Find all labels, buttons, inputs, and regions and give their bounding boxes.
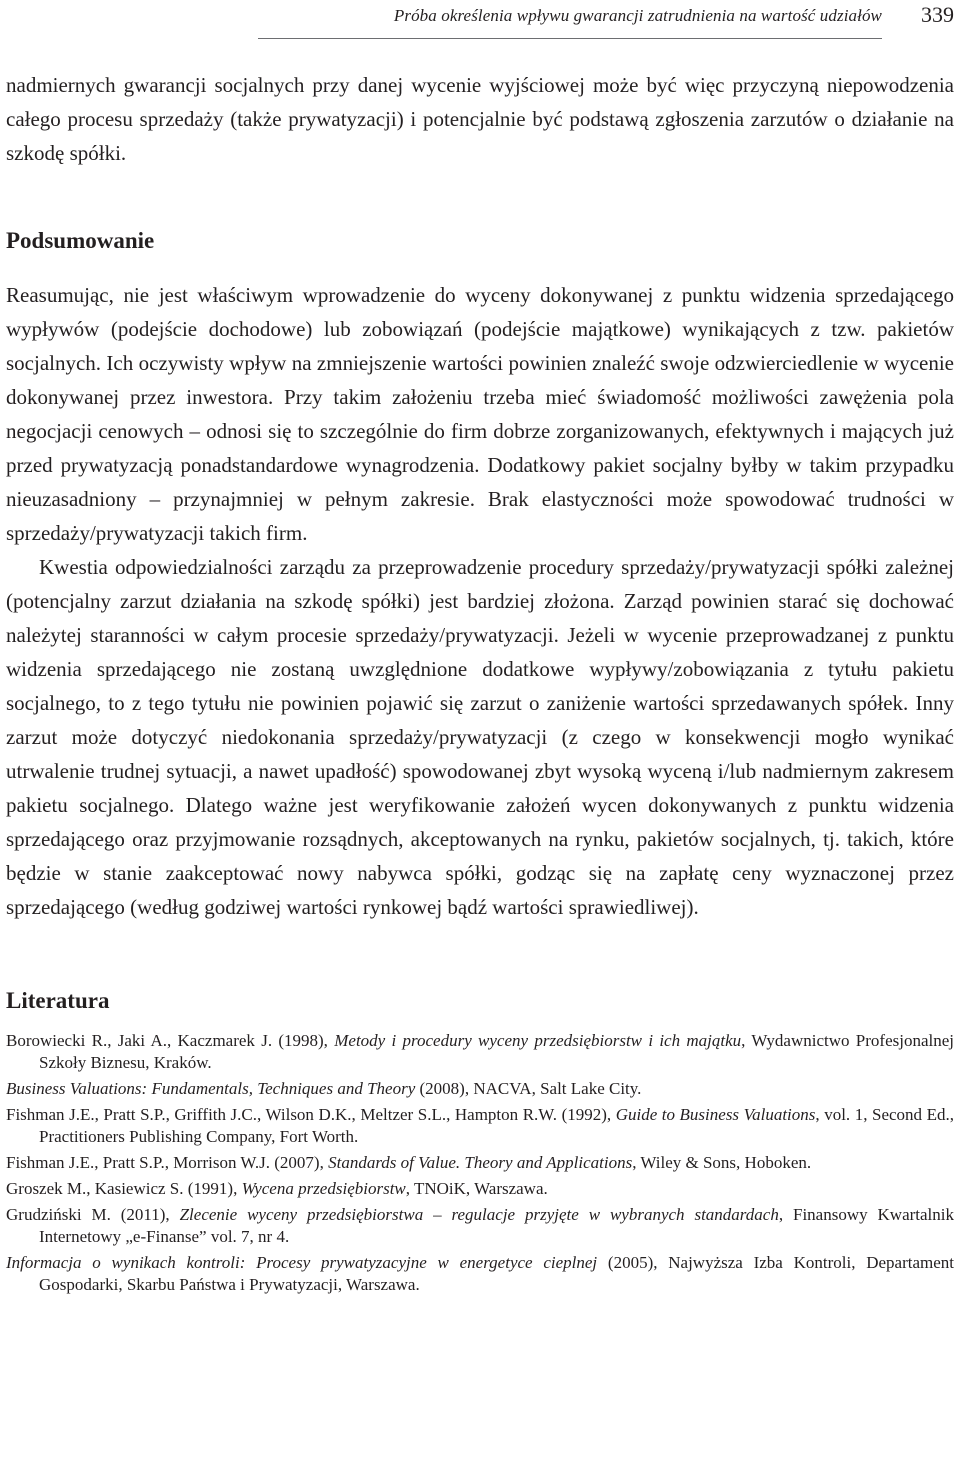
reference-title: Standards of Value. Theory and Applications [328, 1153, 633, 1172]
reference-authors: Fishman J.E., Pratt S.P., Griffith J.C., Wilson D.K., Meltzer S.L., Hampton R.W. (1992), [6, 1105, 616, 1124]
reference-publisher: , Finansowy Kwartalnik Internetowy „e-Finanse” vol. 7, nr 4. [39, 1205, 955, 1246]
reference-list [6, 1030, 954, 1296]
section-heading-summary: Podsumowanie [6, 228, 155, 253]
reference-publisher: (2008), NACVA, Salt Lake City. [415, 1079, 642, 1098]
summary-paragraph-2: Kwestia odpowiedzialności zarządu za przeprowadzenie procedury sprzedaży/prywatyzacji spółki zależnej (potencjalny zarzut działania na szkodę spółki) jest bardziej złożona. Zarząd powinien starać się dochować należytej staranności w całym procesie sprzedaży/prywatyzacji. Jeżeli w wycenie przeprowadzanej z punktu widzenia sprzedającego nie zostaną uwzględnione dodatkowe wypływy/zobowiązania z tytułu pakietu socjalnego, to z tego tytułu nie powinien pojawić się zarzut o zaniżenie wartości sprzedawanych spółek. Inny zarzut może dotyczyć niedokonania sprzedaży/prywatyzacji (z czego w konsekwencji mogło wynikać utrwalenie trudnej sytuacji, a nawet upadłość) spowodowanej zbyt wysoką wyceną i/lub nadmiernym zakresem pakietu socjalnego. Dlatego ważne jest weryfikowanie założeń wycen dokonywanych z punktu widzenia sprzedającego oraz przyjmowanie rozsądnych, akceptowanych na rynku, pakietów socjalnych, tj. takich, które będzie w stanie zaakceptować nowy nabywca spółki, godząc się na zapłatę ceny wyznaczonej przez sprzedającego (według godziwej wartości rynkowej bądź wartości sprawiedliwej). [6, 555, 954, 919]
reference-authors: Groszek M., Kasiewicz S. (1991), [6, 1179, 242, 1198]
reference-publisher: , TNOiK, Warszawa. [405, 1179, 548, 1198]
reference-authors: Fishman J.E., Pratt S.P., Morrison W.J. (2007), [6, 1153, 329, 1172]
reference-item [6, 1030, 954, 1074]
reference-title: Zlecenie wyceny przedsiębiorstwa – regulacje przyjęte w wybranych standardach [179, 1205, 779, 1224]
reference-publisher: , Wydawnictwo Profesjonalnej Szkoły Biznesu, Kraków. [39, 1031, 954, 1072]
reference-publisher: (2005), Najwyższa Izba Kontroli, Departament Gospodarki, Skarbu Państwa i Prywatyzacji, Warszawa. [39, 1253, 954, 1294]
page-number: 339 [921, 2, 954, 27]
section-heading-literature: Literatura [6, 988, 110, 1013]
reference-publisher: , Wiley & Sons, Hoboken. [632, 1153, 812, 1172]
summary-paragraph-1: Reasumując, nie jest właściwym wprowadzenie do wyceny dokonywanej z punktu widzenia sprzedającego wypływów (podejście dochodowe) lub zobowiązań (podejście majątkowe) wynikających z tzw. pakietów socjalnych. Ich oczywisty wpływ na zmniejszenie wartości powinien znaleźć swoje odzwierciedlenie w wycenie dokonywanej przez inwestora. Przy takim założeniu trzeba mieć świadomość możliwości zawężenia pola negocjacji cenowych – odnosi się to szczególnie do firm dobrze zorganizowanych, efektywnych i mających już przed prywatyzacją ponadstandardowe wynagrodzenia. Dodatkowy pakiet socjalny byłby w takim przypadku nieuzasadniony – przynajmniej w pełnym zakresie. Brak elastyczności może spowodować trudności w sprzedaży/prywatyzacji takich firm. [6, 283, 954, 545]
reference-title: Informacja o wynikach kontroli: Procesy prywatyzacyjne w energetyce cieplnej [6, 1253, 598, 1272]
reference-publisher: , vol. 1, Second Ed., Practitioners Publishing Company, Fort Worth. [39, 1105, 954, 1146]
reference-item [6, 1152, 954, 1174]
reference-title: Metody i procedury wyceny przedsiębiorstw i ich majątku [334, 1031, 742, 1050]
reference-item [6, 1104, 954, 1148]
reference-authors: Borowiecki R., Jaki A., Kaczmarek J. (1998), [6, 1031, 335, 1050]
reference-title: Business Valuations: Fundamentals, Techniques and Theory [6, 1079, 416, 1098]
reference-item [6, 1178, 954, 1200]
reference-title: Wycena przedsiębiorstw [241, 1179, 406, 1198]
reference-title: Guide to Business Valuations [615, 1105, 816, 1124]
intro-paragraph: nadmiernych gwarancji socjalnych przy danej wycenie wyjściowej może być więc przyczyną niepowodzenia całego procesu sprzedaży (także prywatyzacji) i potencjalnie być podstawą zgłoszenia zarzutów o działanie na szkodę spółki. [6, 73, 954, 165]
reference-item [6, 1252, 954, 1296]
header-rule [258, 38, 882, 39]
reference-item [6, 1204, 954, 1248]
page-body [6, 68, 954, 1300]
reference-item [6, 1078, 954, 1100]
running-title: Próba określenia wpływu gwarancji zatrudnienia na wartość udziałów [393, 6, 882, 25]
reference-authors: Grudziński M. (2011), [6, 1205, 180, 1224]
page-header [0, 0, 960, 40]
